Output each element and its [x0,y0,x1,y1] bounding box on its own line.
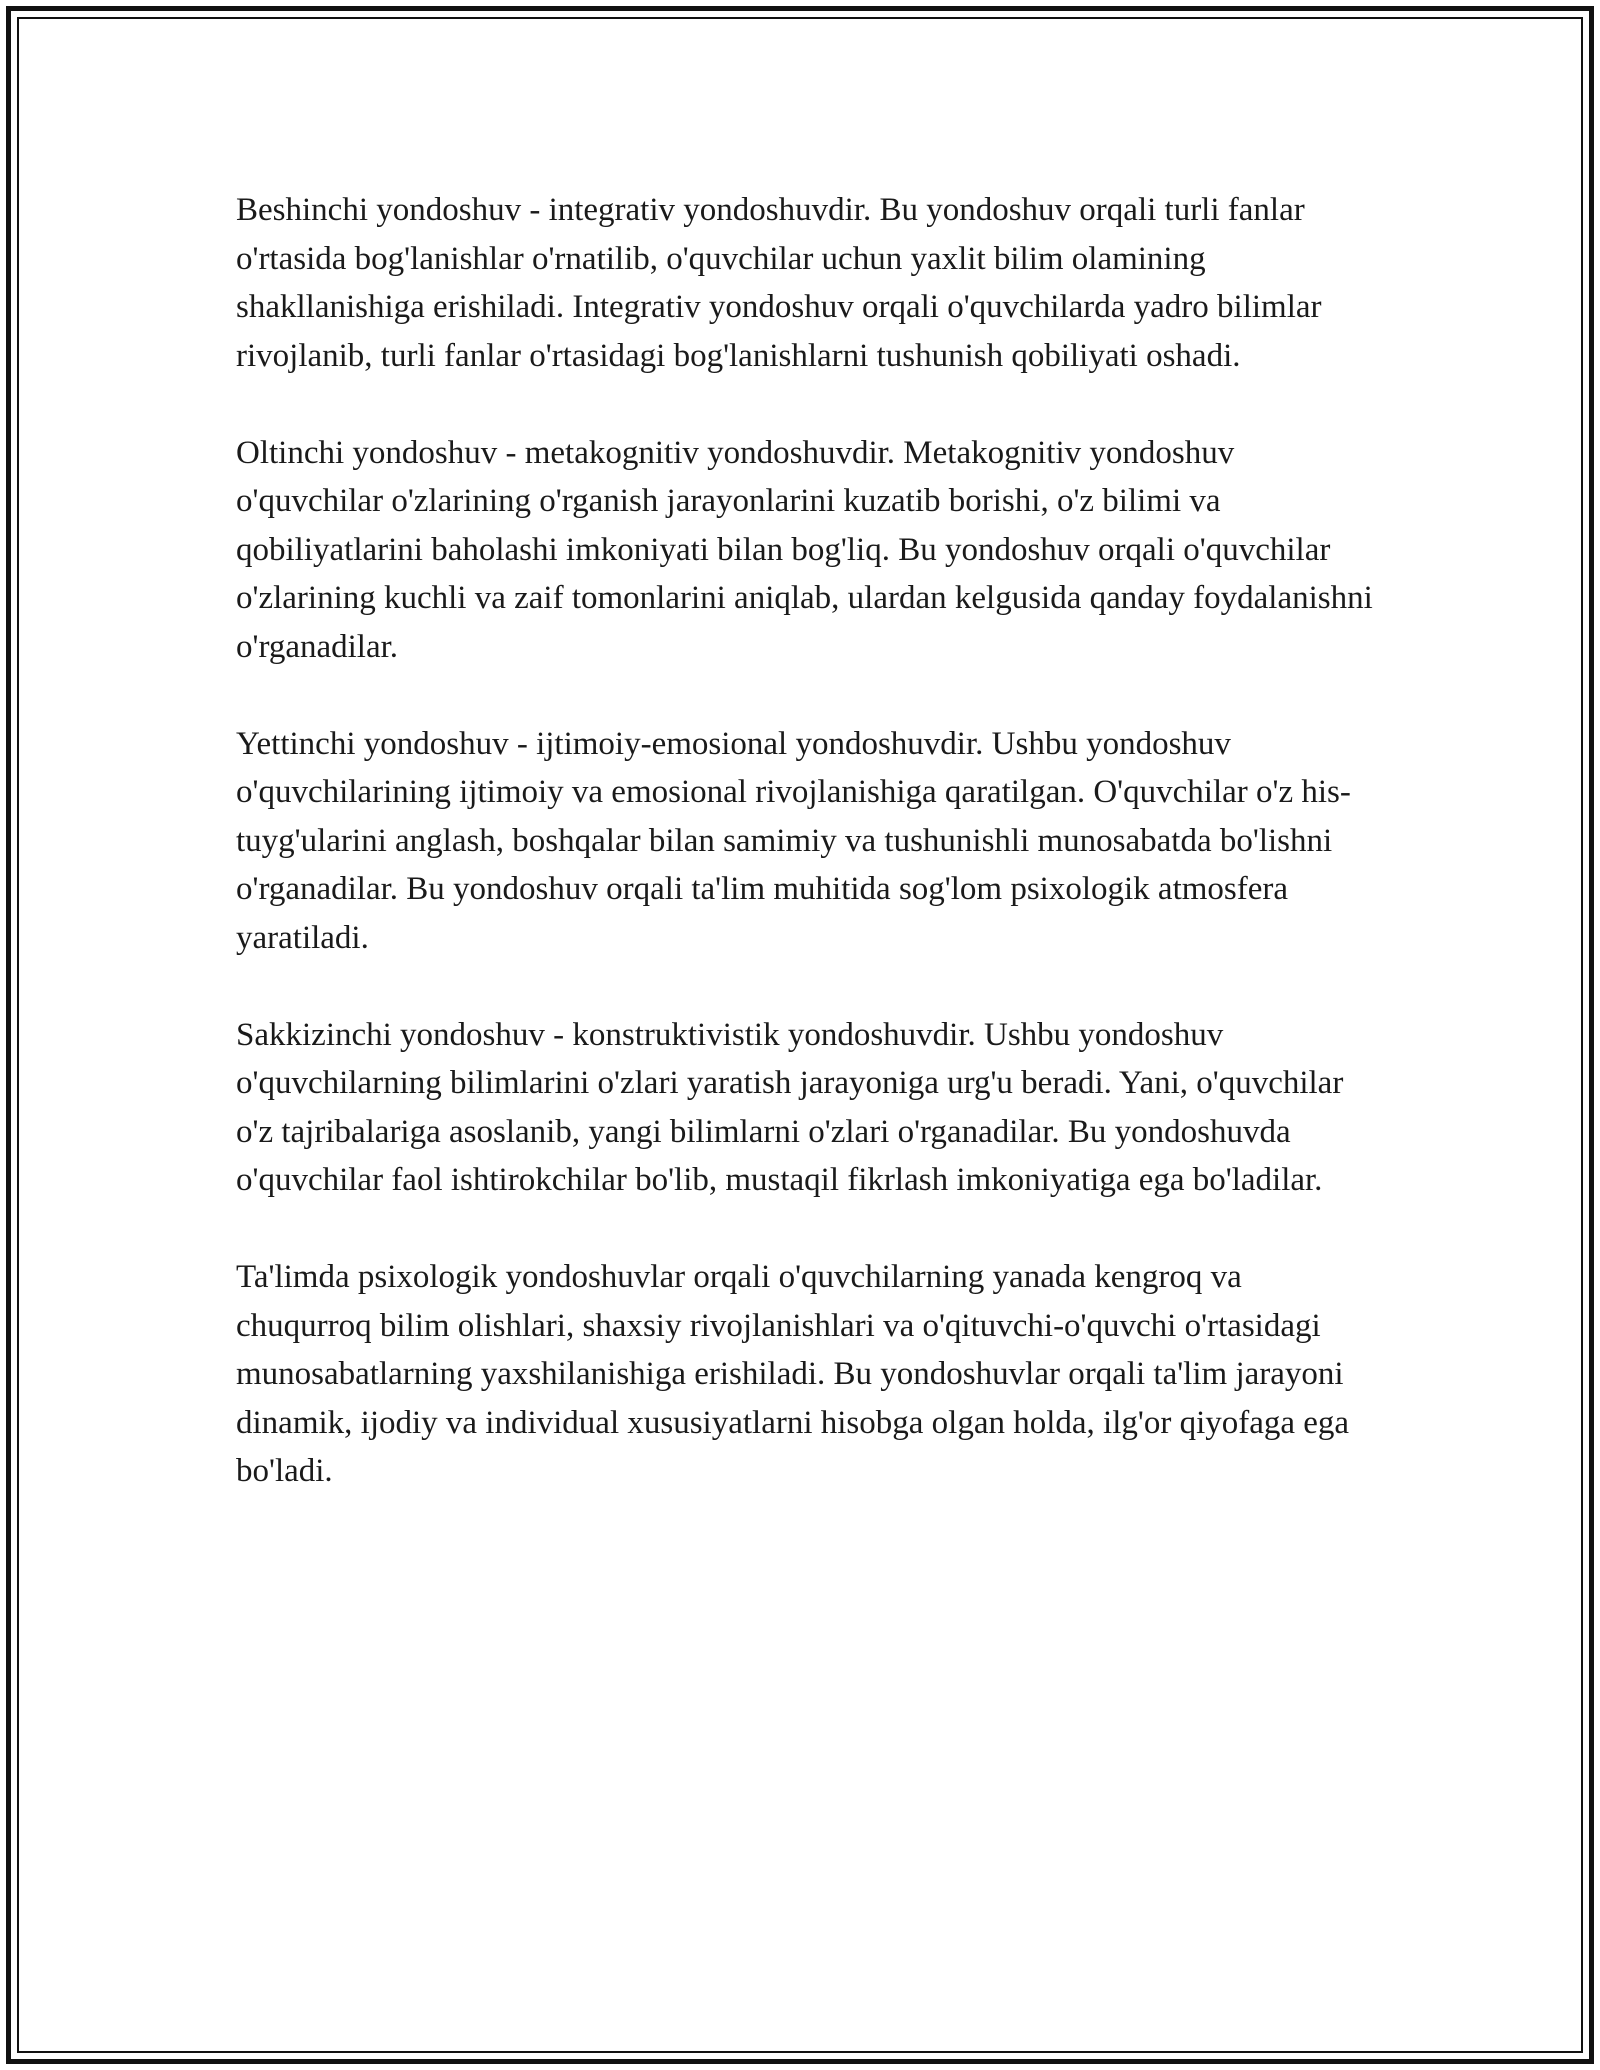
paragraph-conclusion: Ta'limda psixologik yondoshuvlar orqali o'quvchilarning yanada kengroq va chuqurroq bilim olishlari, shaxsiy rivojlanishlari va o'qituvchi-o'quvchi o'rtasidagi munosabatlarning yaxshilanishiga erishiladi. Bu yondoshuvlar orqali ta'lim jarayoni dinamik, ijodiy va individual xususiyatlarni hisobga olgan holda, ilg'or qiyofaga ega bo'ladi. [236,1259,1350,1489]
document-body [236,186,1376,1544]
paragraph-integrativ: Beshinchi yondoshuv - integrativ yondoshuvdir. Bu yondoshuv orqali turli fanlar o'rtasida bog'lanishlar o'rnatilib, o'quvchilar uchun yaxlit bilim olamining shakllanishiga erishiladi. Integrativ yondoshuv orqali o'quvchilarda yadro bilimlar rivojlanib, turli fanlar o'rtasidagi bog'lanishlarni tushunish qobiliyati oshadi. [236,192,1322,374]
paragraph-metakognitiv: Oltinchi yondoshuv - metakognitiv yondoshuvdir. Metakognitiv yondoshuv o'quvchilar o'zlarining o'rganish jarayonlarini kuzatib borishi, o'z bilimi va qobiliyatlarini baholashi imkoniyati bilan bog'liq. Bu yondoshuv orqali o'quvchilar o'zlarining kuchli va zaif tomonlarini aniqlab, ulardan kelgusida qanday foydalanishni o'rganadilar. [236,434,1373,665]
paragraph-ijtimoiy-emosional: Yettinchi yondoshuv - ijtimoiy-emosional yondoshuvdir. Ushbu yondoshuv o'quvchilarining ijtimoiy va emosional rivojlanishiga qaratilgan. O'quvchilar o'z his-tuyg'ularini anglash, boshqalar bilan samimiy va tushunishli munosabatda bo'lishni o'rganadilar. Bu yondoshuv orqali ta'lim muhitida sog'lom psixologik atmosfera yaratiladi. [236,725,1351,956]
paragraph-konstruktivistik: Sakkizinchi yondoshuv - konstruktivistik yondoshuvdir. Ushbu yondoshuv o'quvchilarning bilimlarini o'zlari yaratish jarayoniga urg'u beradi. Yani, o'quvchilar o'z tajribalariga asoslanib, yangi bilimlarni o'zlari o'rganadilar. Bu yondoshuvda o'quvchilar faol ishtirokchilar bo'lib, mustaqil fikrlash imkoniyatiga ega bo'ladilar. [236,1016,1344,1198]
